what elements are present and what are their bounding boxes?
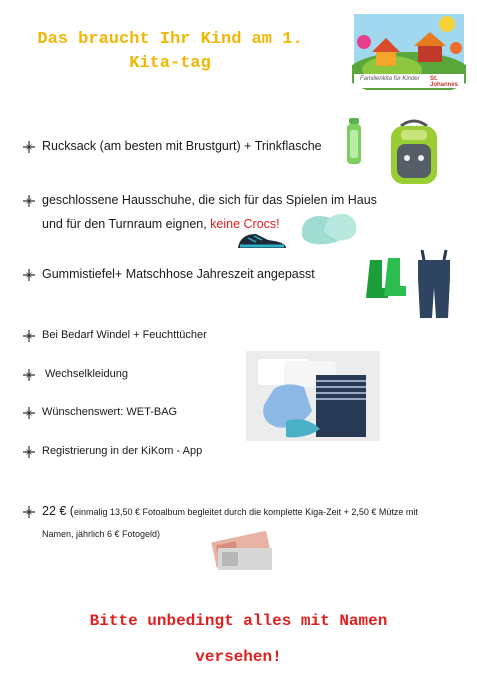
list-item-slippers-line-1: geschlossene Hausschuhe, die sich für das Spielen im Haus	[42, 193, 377, 207]
cross-bullet-icon	[23, 505, 35, 517]
label-reminder-line-1: Bitte unbedingt alles mit Namen	[89, 612, 388, 630]
fee-detail-2: Namen, jährlich 6 € Fotogeld)	[42, 529, 161, 539]
slippers-text: und für den Turnraum eignen,	[42, 217, 211, 231]
page-title	[10, 28, 330, 76]
list-item-wet-bag: Wünschenswert: WET-BAG	[42, 406, 178, 418]
list-item-rain-gear: Gummistiefel+ Matschhose Jahreszeit angepasst	[42, 267, 315, 281]
list-item-diapers: Bei Bedarf Windel + Feuchttücher	[42, 329, 207, 341]
cross-bullet-icon	[23, 406, 35, 418]
spare-clothes-photo	[246, 351, 380, 441]
rubber-boots-image	[364, 256, 410, 307]
slipper-image	[296, 206, 360, 255]
label-reminder-line-2: versehen!	[195, 648, 282, 666]
rain-pants-image	[410, 248, 458, 325]
logo-name: St. Johannes	[430, 76, 459, 88]
kita-logo	[352, 12, 466, 90]
fee-line-2	[42, 522, 160, 545]
water-bottle-image	[344, 118, 364, 171]
cross-bullet-icon	[23, 329, 35, 341]
euro-banknotes-image	[206, 530, 280, 579]
cross-bullet-icon	[23, 368, 35, 380]
cross-bullet-icon	[23, 445, 35, 457]
list-item-spare-clothes: Wechselkleidung	[45, 368, 128, 380]
logo-caption: Familienkita für Kinder	[360, 76, 420, 82]
list-item-backpack: Rucksack (am besten mit Brustgurt) + Trinkflasche	[42, 139, 322, 153]
cross-bullet-icon	[23, 194, 35, 206]
cross-bullet-icon	[23, 140, 35, 152]
backpack-image	[383, 118, 445, 193]
list-item-kikom-app: Registrierung in der KiKom - App	[42, 445, 203, 457]
title-line-1: Das braucht Ihr Kind am 1.	[37, 30, 303, 49]
fee-line-1	[42, 500, 462, 523]
no-crocs-warning: keine Crocs!	[210, 217, 280, 231]
water-shoe-image	[234, 228, 290, 259]
fee-amount: 22 € (	[42, 504, 74, 518]
title-line-2: Kita-tag	[129, 54, 211, 73]
cross-bullet-icon	[23, 268, 35, 280]
fee-detail-1: einmalig 13,50 € Fotoalbum begleitet durch die komplette Kiga-Zeit + 2,50 € Mütze mit	[73, 507, 418, 517]
